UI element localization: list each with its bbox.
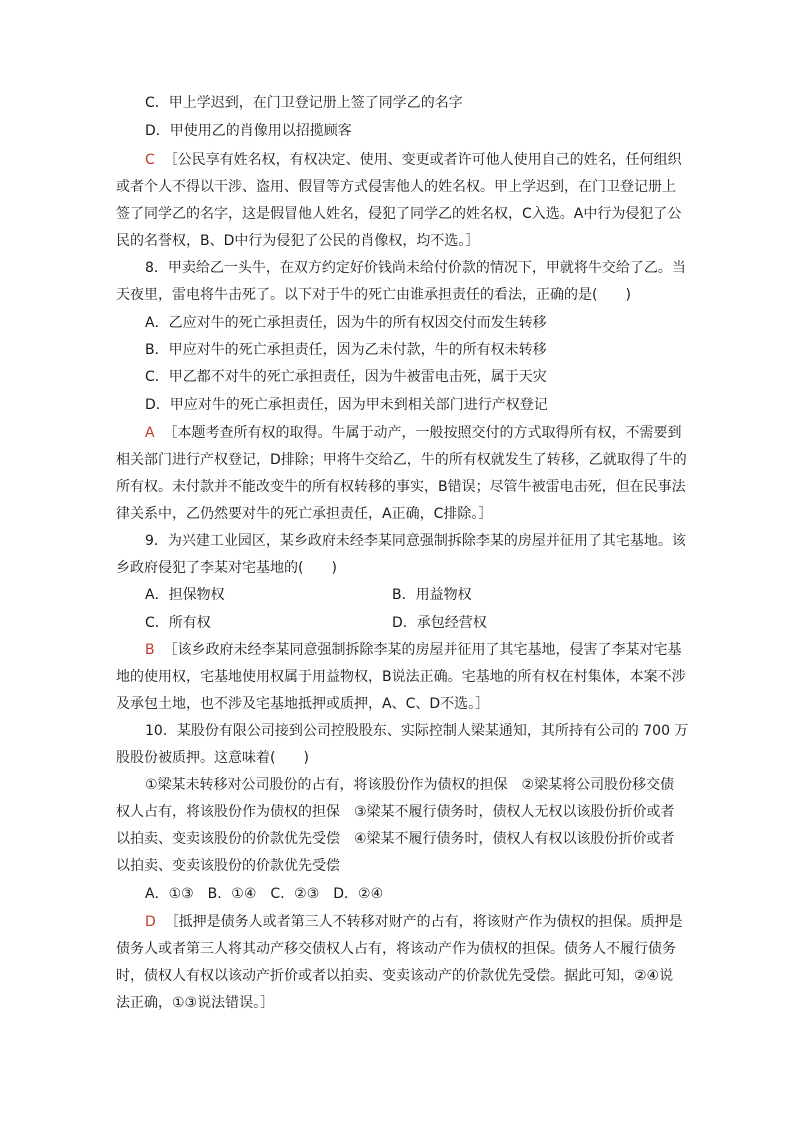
q9-stem-line-1: 9．为兴建工业园区，某乡政府未经李某同意强制拆除李某的房屋并征用了其宅基地。该 [145,533,686,549]
q7-option-d: D．甲使用乙的肖像用以招揽顾客 [145,123,352,139]
q10-analysis-line-2: 债务人或者第三人将其动产移交债权人占有，将该动产作为债权的担保。债务人不履行债务 [116,941,676,957]
q10-stem-line-2: 股股份被质押。这意味着( ) [116,750,309,766]
q8-option-d: D．甲应对牛的死亡承担责任，因为甲未到相关部门进行产权登记 [145,397,548,413]
q7-option-c: C．甲上学迟到，在门卫登记册上签了同学乙的名字 [145,95,463,111]
q7-analysis-line-3: 签了同学乙的名字，这是假冒他人姓名，侵犯了同学乙的姓名权，C入选。A中行为侵犯了公 [116,206,682,222]
q8-analysis-line-3: 所有权。未付款并不能改变牛的所有权转移的事实，B错误；尽管牛被雷电击死，但在民事法 [116,479,686,495]
q9-analysis-line-2: 地的使用权，宅基地使用权属于用益物权，B说法正确。宅基地的所有权在村集体，本案不涉 [116,669,686,685]
q10-answer: D [145,914,156,930]
q8-option-b: B．甲应对牛的死亡承担责任，因为乙未付款，牛的所有权未转移 [145,342,547,358]
q9-option-c: C．所有权 [145,615,211,631]
q10-analysis-line-3: 时，债权人有权以该动产折价或者以拍卖、变卖该动产的价款优先受偿。据此可知，②④说 [116,968,674,984]
q8-option-c: C．甲乙都不对牛的死亡承担责任，因为牛被雷电击死，属于天灾 [145,369,547,385]
q10-stem-line-1: 10．某股份有限公司接到公司控股股东、实际控制人梁某通知，其所持有公司的 700 万 [145,723,689,739]
q8-answer: A [145,425,155,441]
q8-analysis-line-4: 律关系中，乙仍然要对牛的死亡承担责任，A正确，C排除。］ [116,506,493,522]
q7-analysis-line-4: 民的名誉权，B、D中行为侵犯了公民的肖像权，均不选。］ [116,233,480,249]
q9-analysis-line-1: B ［该乡政府未经李某同意强制拆除李某的房屋并征用了其宅基地，侵害了李某对宅基 [145,642,682,658]
q10-analysis-line-1: D ［抵押是债务人或者第三人不转移对财产的占有，将该财产作为债权的担保。质押是 [145,914,683,930]
q10-statement-line-1: ①梁某未转移对公司股份的占有，将该股份作为债权的担保 ②梁某将公司股份移交债 [145,777,675,793]
q10-choices: A．①③ B．①④ C．②③ D．②④ [145,886,384,902]
q10-statement-line-3: 以拍卖、变卖该股份的价款优先受偿 ④梁某不履行债务时，债权人有权以该股份折价或者 [116,831,675,847]
q7-analysis-line-2: 或者个人不得以干涉、盗用、假冒等方式侵害他人的姓名权。甲上学迟到，在门卫登记册上 [116,179,676,195]
q9-analysis-line-3: 及承包土地，也不涉及宅基地抵押或质押，A、C、D不选。］ [116,696,490,712]
q8-analysis-line-2: 相关部门进行产权登记，D排除；甲将牛交给乙，牛的所有权就发生了转移，乙就取得了牛的 [116,452,687,468]
q8-stem-line-1: 8．甲卖给乙一头牛，在双方约定好价钱尚未给付价款的情况下，甲就将牛交给了乙。当 [145,260,686,276]
q8-option-a: A．乙应对牛的死亡承担责任，因为牛的所有权因交付而发生转移 [145,315,547,331]
q9-answer: B [145,642,155,658]
q9-option-a: A．担保物权 [145,587,225,603]
q8-stem-line-2: 天夜里，雷电将牛击死了。以下对于牛的死亡由谁承担责任的看法，正确的是( ) [116,287,631,303]
q7-answer: C [145,152,155,168]
q10-statement-line-2: 权人占有，将该股份作为债权的担保 ③梁某不履行债务时，债权人无权以该股份折价或者 [116,804,675,820]
q8-analysis-line-1: A ［本题考查所有权的取得。牛属于动产，一般按照交付的方式取得所有权，不需要到 [145,425,682,441]
q9-option-d: D．承包经营权 [392,615,487,631]
q9-option-b: B．用益物权 [392,587,472,603]
q10-statement-line-4: 以拍卖、变卖该股份的价款优先受偿 [116,858,340,874]
q10-analysis-line-4: 法正确，①③说法错误。］ [116,995,275,1011]
q7-analysis-line-1: C ［公民享有姓名权，有权决定、使用、变更或者许可他人使用自己的姓名，任何组织 [145,152,682,168]
q9-stem-line-2: 乡政府侵犯了李某对宅基地的( ) [116,560,337,576]
